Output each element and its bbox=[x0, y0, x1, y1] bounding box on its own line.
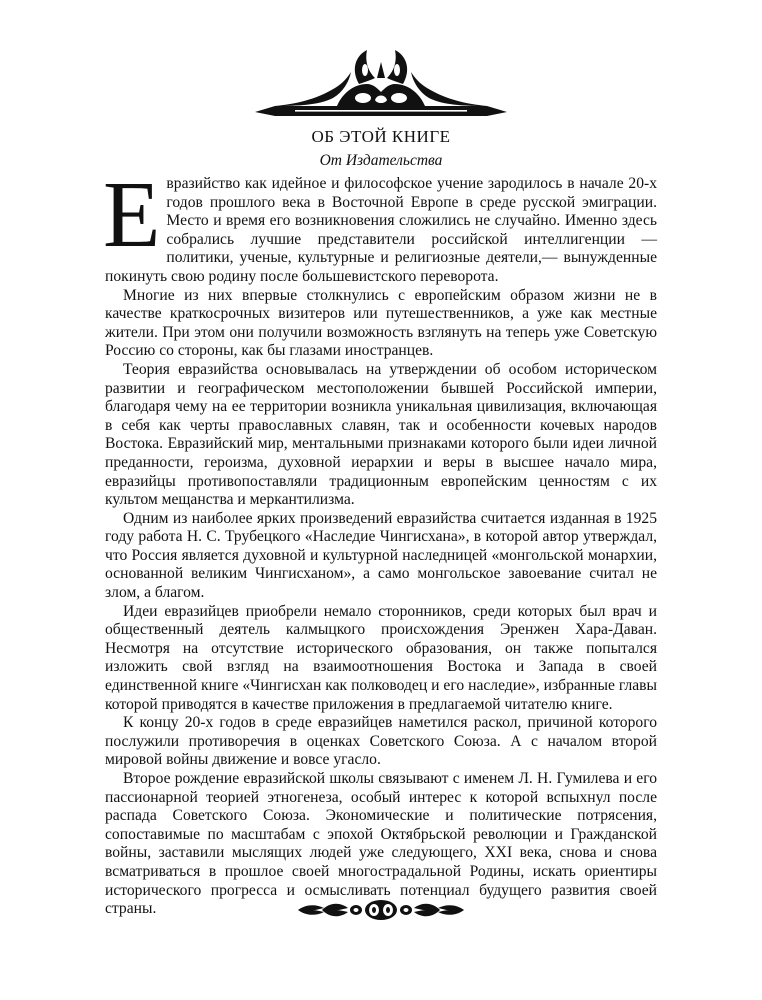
paragraph-7: Второе рождение евразийской школы связывают с именем Л. Н. Гумилева и его пассионарной теорией этногенеза, особый интерес к которой вспыхнул после распада Советского Союза. Экономические и политические потрясения, сопоставимые по масштабам с эпохой Октябрьской революции и Гражданской войны, заставили мыслящих людей уже следующего, XXI века, снова и снова всматриваться в прошлое своей многострадальной Родины, искать ориентиры исторического прогресса и осмысливать потенциал будущего развития своей страны. bbox=[105, 770, 657, 918]
paragraph-4: Одним из наиболее ярких произведений евразийства считается изданная в 1925 году работа Н. С. Трубецкого «Наследие Чингисхана», в которой автор утверждал, что Россия является духовной и культурной наследницей «монгольской монархии, основанной великим Чингисханом», а само монгольское завоевание считал не злом, а благом. bbox=[105, 509, 657, 602]
page-title: ОБ ЭТОЙ КНИГЕ bbox=[311, 127, 451, 146]
paragraph-5: Идеи евразийцев приобрели немало сторонников, среди которых был врач и общественный деятель калмыцкого происхождения Эренжен Хара-Даван. Несмотря на отсутствие исторического образования, он также попытался изложить свой взгляд на взаимоотношения Востока и Запада в своей единственной книге «Чингисхан как полководец и его наследие», избранные главы которой приводятся в качестве приложения в предлагаемой читателю книге. bbox=[105, 602, 657, 713]
ornamental-headpiece-icon bbox=[255, 48, 507, 118]
article-body bbox=[103, 163, 657, 919]
paragraph-1-text: вразийство как идейное и философское учение зародилось в начале 20-х годов прошлого века в Восточной Европе в среде русской эмиграции. Место и время его возникновения сложились не случайно. Именно здесь собрались лучшие представители российской интеллигенции — политики, ученые, культурные и религиозные деятели,— вынужденные покинуть свою родину после большевистского переворота. bbox=[105, 175, 657, 285]
paragraph-6: К концу 20-х годов в среде евразийцев наметился раскол, причиной которого послужили противоречия в оценках Советского Союза. А с началом второй мировой войны движение и вовсе угасло. bbox=[105, 714, 657, 769]
paragraph-3: Теория евразийства основывалась на утверждении об особом историческом развитии и географическом местоположении бывшей Российской империи, благодаря чему на ее территории возникла уникальная цивилизация, включающая в себя как черты православных славян, так и особенности кочевых народов Востока. Евразийский мир, ментальными признаками которого были идеи личной преданности, героизма, духовной иерархии и веры в высшее начало мира, евразийцы противопоставляли традиционным европейским ценностям с их культом мещанства и меркантилизма. bbox=[105, 360, 657, 509]
paragraph-1 bbox=[103, 163, 657, 287]
ornamental-tailpiece-icon bbox=[296, 898, 466, 922]
page-subtitle: От Издательства bbox=[319, 152, 443, 169]
paragraph-2: Многие из них впервые столкнулись с европейским образом жизни не в качестве краткосрочных визитеров или путешественников, а уже как местные жители. При этом они получили возможность взглянуть на теперь уже Советскую Россию со стороны, как бы глазами иностранцев. bbox=[105, 286, 657, 360]
drop-cap: Е bbox=[103, 163, 161, 267]
